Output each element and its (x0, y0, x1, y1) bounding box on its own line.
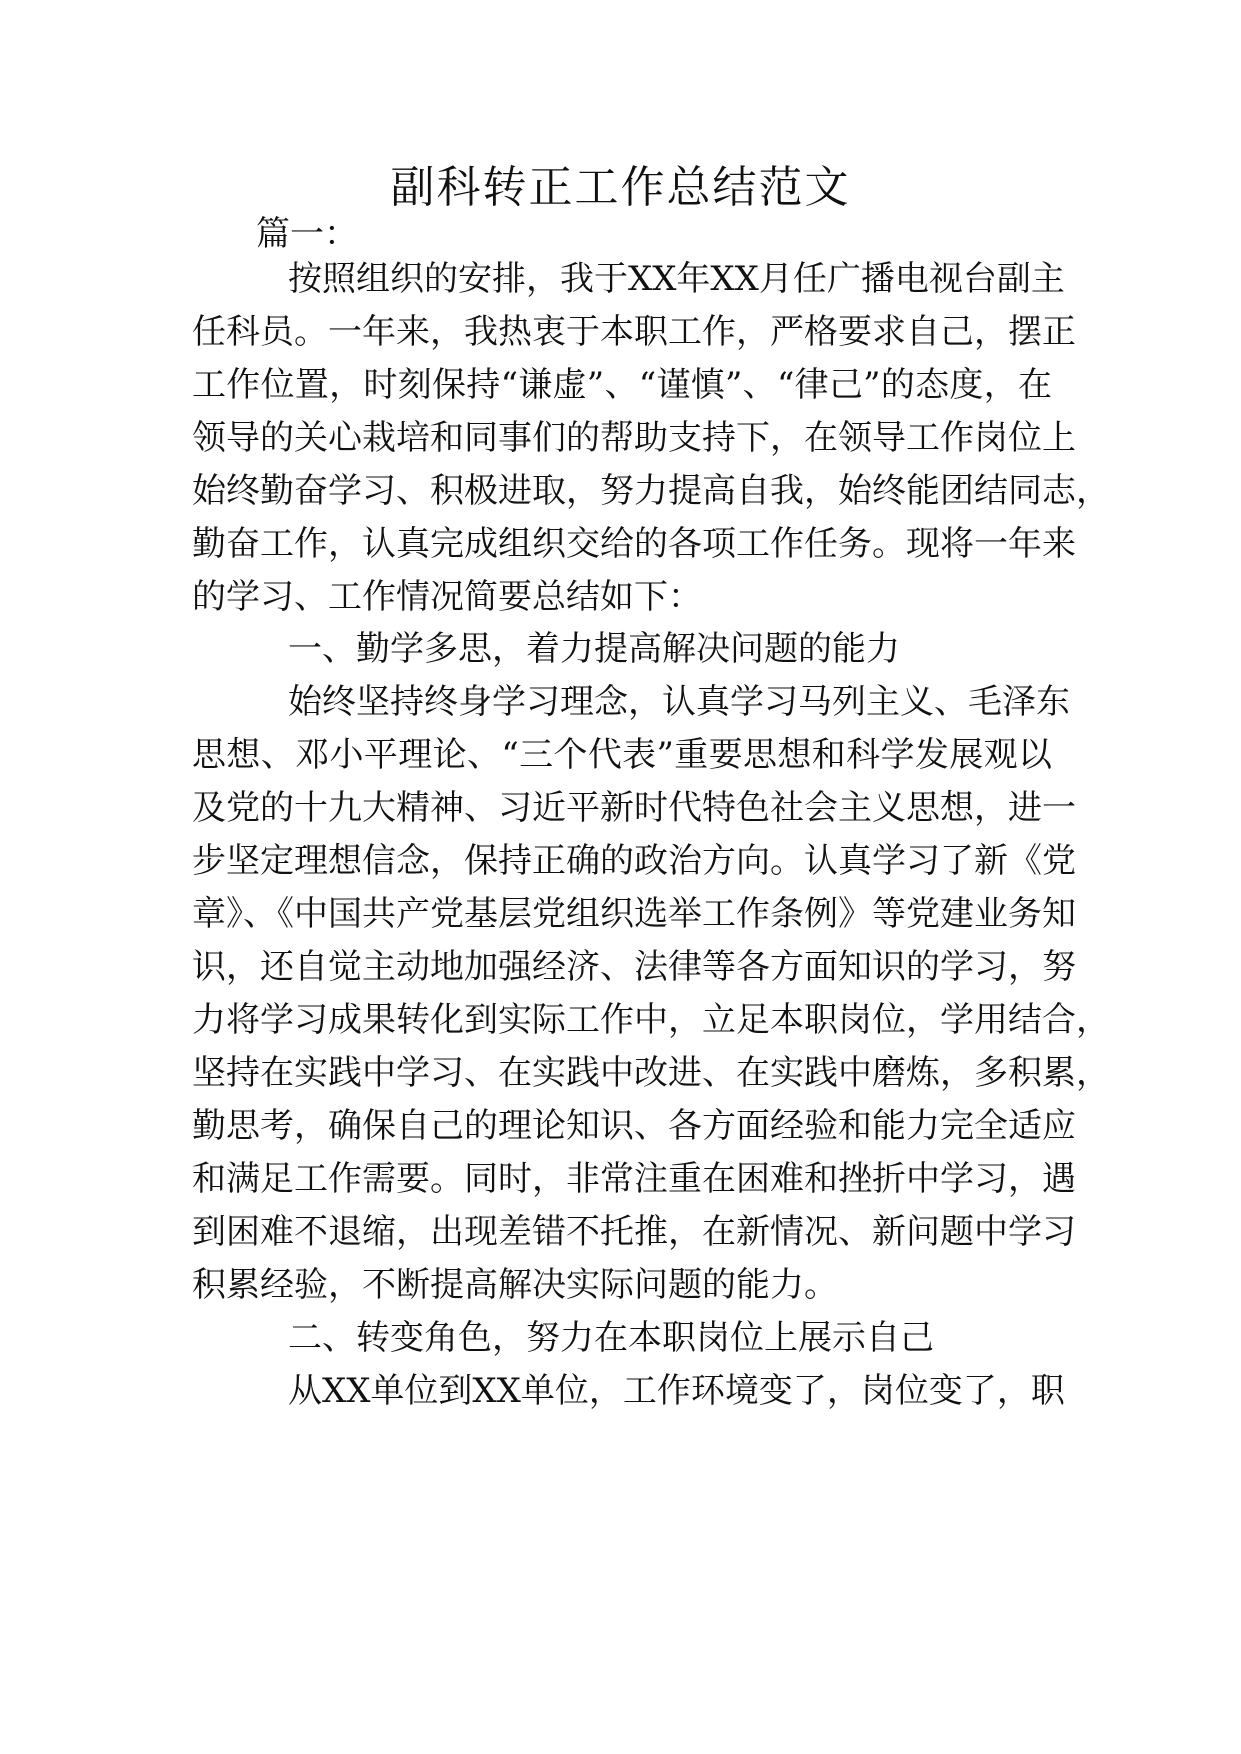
paragraph-line: 章》、《中国共产党基层党组织选举工作条例》等党建业务知 (192, 894, 1076, 934)
paragraph-line: 步坚定理想信念，保持正确的政治方向。认真学习了新《党 (192, 841, 1076, 881)
paragraph-line: 的学习、工作情况简要总结如下： (192, 577, 702, 617)
paragraph-line: 始终勤奋学习、积极进取，努力提高自我，始终能团结同志， (192, 471, 1110, 511)
paragraph-line: 识，还自觉主动地加强经济、法律等各方面知识的学习，努 (192, 947, 1076, 987)
paragraph-line: 积累经验，不断提高解决实际问题的能力。 (192, 1265, 838, 1305)
paragraph-line: 始终坚持终身学习理念，认真学习马列主义、毛泽东 (288, 682, 1070, 722)
paragraph-line: 和满足工作需要。同时，非常注重在困难和挫折中学习，遇 (192, 1159, 1076, 1199)
paragraph-line: 从XX单位到XX单位，工作环境变了，岗位变了，职 (288, 1371, 1065, 1411)
paragraph-line: 勤奋工作，认真完成组织交给的各项工作任务。现将一年来 (192, 524, 1076, 564)
paragraph-line: 及党的十九大精神、习近平新时代特色社会主义思想，进一 (192, 788, 1076, 828)
paragraph-line: 力将学习成果转化到实际工作中，立足本职岗位，学用结合， (192, 1000, 1110, 1040)
paragraph-line: 工作位置，时刻保持“谦虚”、“谨慎”、“律己”的态度，在 (192, 365, 1052, 405)
paragraph-line: 领导的关心栽培和同事们的帮助支持下，在领导工作岗位上 (192, 418, 1076, 458)
paragraph-line: 到困难不退缩，出现差错不托推，在新情况、新问题中学习 (192, 1212, 1076, 1252)
section-heading: 一、勤学多思，着力提高解决问题的能力 (288, 629, 900, 669)
paragraph-line: 思想、邓小平理论、“三个代表”重要思想和科学发展观以 (192, 735, 1052, 775)
document-title: 副科转正工作总结范文 (390, 162, 851, 213)
section-heading: 二、转变角色，努力在本职岗位上展示自己 (288, 1318, 934, 1358)
paragraph-line: 勤思考，确保自己的理论知识、各方面经验和能力完全适应 (192, 1106, 1076, 1146)
paragraph-line: 按照组织的安排，我于XX年XX月任广播电视台副主 (288, 259, 1065, 299)
paragraph-line: 任科员。一年来，我热衷于本职工作，严格要求自己，摆正 (192, 312, 1076, 352)
part-label: 篇一： (256, 214, 358, 254)
paragraph-line: 坚持在实践中学习、在实践中改进、在实践中磨炼，多积累， (192, 1053, 1110, 1093)
